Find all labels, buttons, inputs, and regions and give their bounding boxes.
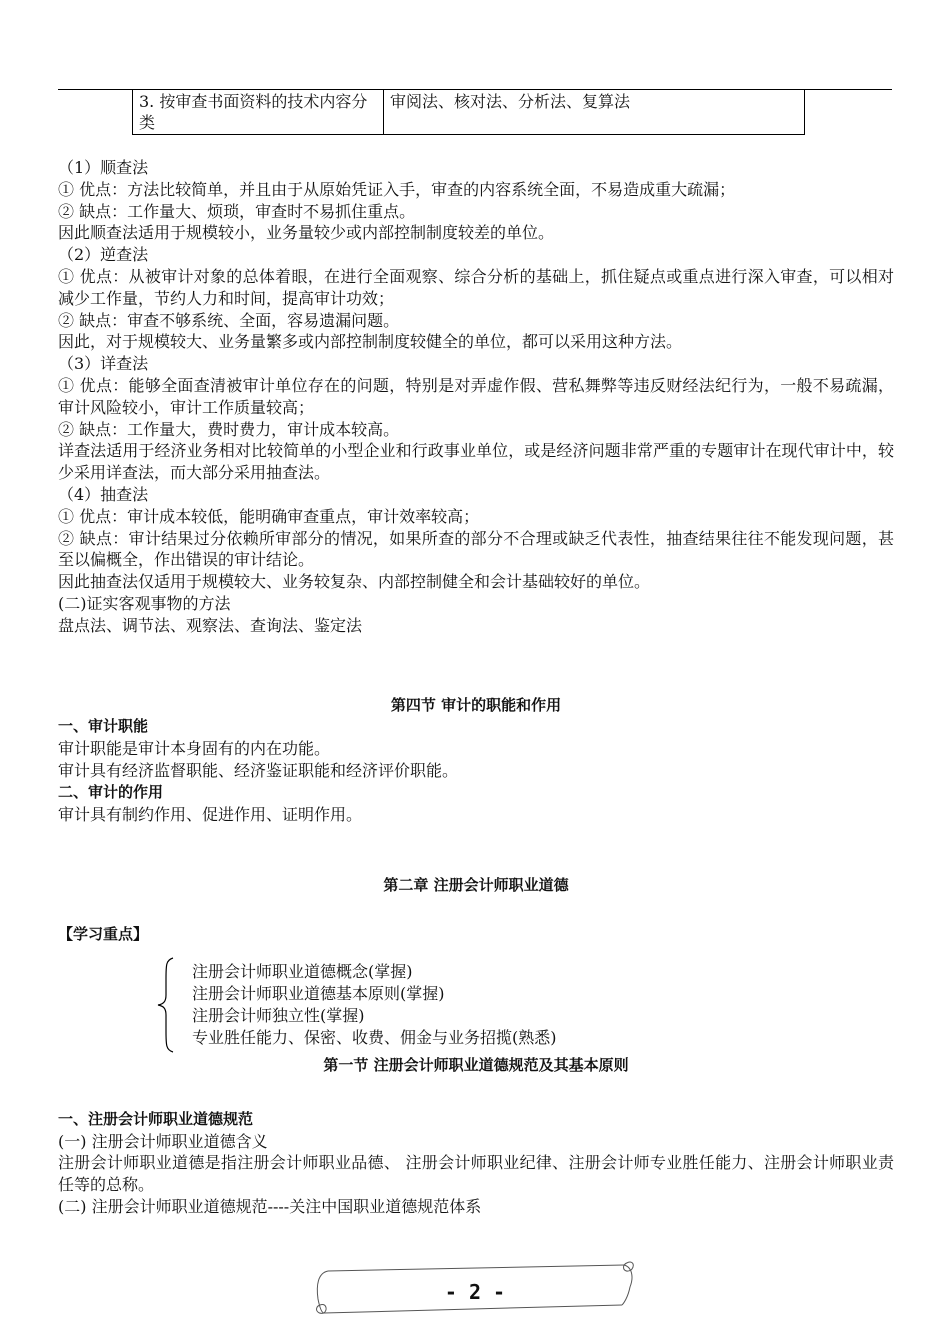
sequential-advantage: ① 优点：方法比较简单，并且由于从原始凭证入手，审查的内容系统全面，不易造成重大疏漏； (58, 179, 736, 199)
document-body (58, 157, 894, 1218)
sampling-title: （4）抽查法 (58, 484, 149, 504)
ethics-norms-heading: 一、注册会计师职业道德规范 (58, 1109, 254, 1128)
section4-title: 第四节 审计的职能和作用 (390, 695, 562, 714)
ethics-meaning-text: 注册会计师职业道德是指注册会计师职业品德、 注册会计师职业纪律、注册会计师专业胜任能力、注册会计师职业责任等的总称。 (58, 1153, 894, 1195)
functions-paragraph-1: 审计职能是审计本身固有的内在功能。 (58, 739, 331, 759)
detailed-title: （3）详查法 (58, 354, 149, 374)
ethics-norms-title: (二) 注册会计师职业道德规范----关注中国职业道德规范体系 (58, 1196, 482, 1216)
sequential-title: （1）顺查法 (58, 158, 149, 177)
roles-heading: 二、审计的作用 (58, 782, 164, 801)
focus-item: 注册会计师职业道德基本原则(掌握) (192, 983, 445, 1003)
functions-paragraph-2: 审计具有经济监督职能、经济鉴证职能和经济评价职能。 (58, 760, 459, 780)
detailed-advantage: ① 优点：能够全面查清被审计单位存在的问题，特别是对弄虚作假、营私舞弊等违反财经法纪行为，一般不易疏漏，审计风险较小，审计工作质量较高； (58, 375, 894, 417)
table-cell-category: 3. 按审查书面资料的技术内容分类 (133, 90, 384, 135)
study-focus-label: 【学习重点】 (58, 925, 149, 944)
sampling-advantage: ① 优点：审计成本较低，能明确审查重点，审计效率较高； (58, 506, 480, 526)
methods-table (132, 89, 805, 135)
focus-item: 专业胜任能力、保密、收费、佣金与业务招揽(熟悉) (192, 1027, 557, 1047)
detailed-conclusion: 详查法适用于经济业务相对比较简单的小型企业和行政事业单位，或是经济问题非常严重的专题审计在现代审计中，较少采用详查法，而大部分采用抽查法。 (58, 441, 894, 483)
study-focus-list (58, 955, 894, 1055)
focus-item: 注册会计师独立性(掌握) (192, 1005, 365, 1025)
reverse-disadvantage: ② 缺点：审查不够系统、全面，容易遗漏问题。 (58, 310, 400, 330)
sequential-disadvantage: ② 缺点：工作量大、烦琐，审查时不易抓住重点。 (58, 201, 416, 221)
chapter2-title: 第二章 注册会计师职业道德 (383, 876, 569, 895)
verify-methods: 盘点法、调节法、观察法、查询法、鉴定法 (58, 615, 363, 635)
reverse-advantage: ① 优点：从被审计对象的总体着眼，在进行全面观察、综合分析的基础上，抓住疑点或重点进行深入审查，可以相对减少工作量，节约人力和时间，提高审计功效； (58, 266, 894, 308)
page-number: - 2 - (444, 1280, 506, 1304)
curly-brace-icon (156, 957, 176, 1053)
reverse-conclusion: 因此，对于规模较大、业务量繁多或内部控制制度较健全的单位，都可以采用这种方法。 (58, 332, 683, 352)
chapter2-section1-title: 第一节 注册会计师职业道德规范及其基本原则 (323, 1055, 629, 1074)
functions-heading: 一、审计职能 (58, 717, 149, 736)
sequential-conclusion: 因此顺查法适用于规模较小，业务量较少或内部控制制度较差的单位。 (58, 223, 555, 243)
table-row (133, 90, 805, 135)
table-cell-methods: 审阅法、核对法、分析法、复算法 (384, 90, 805, 135)
ethics-meaning-title: (一) 注册会计师职业道德含义 (58, 1131, 268, 1151)
verify-title: (二)证实客观事物的方法 (58, 593, 231, 613)
detailed-disadvantage: ② 缺点：工作量大，费时费力，审计成本较高。 (58, 419, 400, 439)
focus-item: 注册会计师职业道德概念(掌握) (192, 961, 413, 981)
sampling-conclusion: 因此抽查法仅适用于规模较大、业务较复杂、内部控制健全和会计基础较好的单位。 (58, 572, 651, 592)
reverse-title: （2）逆查法 (58, 245, 149, 265)
roles-paragraph-1: 审计具有制约作用、促进作用、证明作用。 (58, 804, 363, 824)
sampling-disadvantage: ② 缺点：审计结果过分依赖所审部分的情况，如果所查的部分不合理或缺乏代表性，抽查结果往往不能发现问题，甚至以偏概全，作出错误的审计结论。 (58, 528, 894, 570)
